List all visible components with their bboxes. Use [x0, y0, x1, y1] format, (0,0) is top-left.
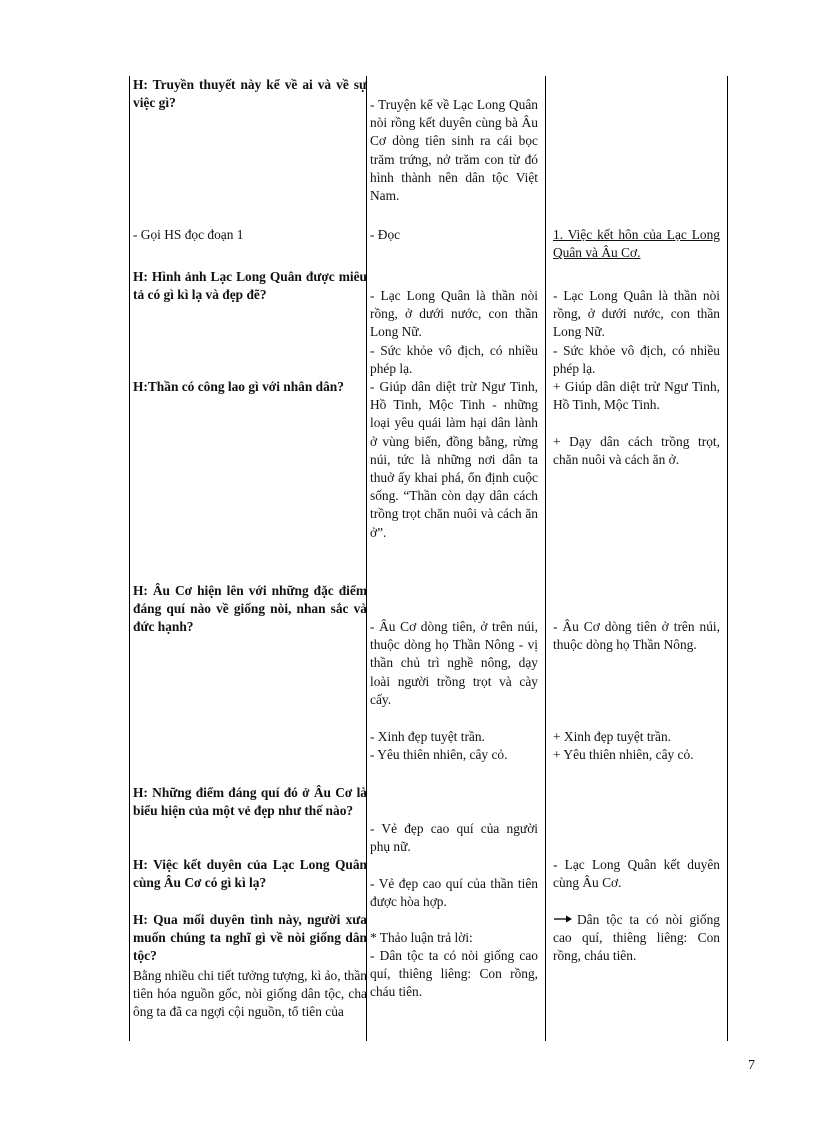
- note-merits: + Giúp dân diệt trừ Ngư Tinh, Hồ Tinh, Mộc Tinh.: [553, 379, 720, 413]
- answer-story: - Truyện kể về Lạc Long Quân nòi rồng kết duyên cùng bà Âu Cơ dòng tiên sinh ra cái bọc trăm trứng, nở trăm con từ đó hình thành nên dân tộc Việt Nam.: [370, 97, 538, 204]
- note-strength: - Sức khỏe vô địch, có nhiều phép lạ.: [553, 343, 720, 377]
- section-heading: 1. Việc kết hôn của Lạc Long Quân và Âu Cơ.: [553, 227, 720, 261]
- question-marriage: H: Việc kết duyên của Lạc Long Quân cùng Âu Cơ có gì kì lạ?: [133, 857, 367, 891]
- page-number: 7: [748, 1058, 755, 1073]
- answer-nature: - Yêu thiên nhiên, cây cỏ.: [370, 747, 508, 762]
- note-au-co: - Âu Cơ dòng tiên ở trên núi, thuộc dòng họ Thần Nông.: [553, 619, 720, 653]
- note-conclusion-text: Dân tộc ta có nòi giống cao quí, thiêng liêng: Con rồng, cháu tiên.: [553, 912, 720, 964]
- table-border-col1: [366, 76, 367, 1041]
- question-au-co: H: Âu Cơ hiện lên với những đặc điểm đáng quí nào về giống nòi, nhan sắc và đức hạnh?: [133, 583, 367, 635]
- question-merits: H:Thần có công lao gì với nhân dân?: [133, 379, 344, 394]
- question-story-about: H: Truyền thuyết này kể về ai và về sự việc gì?: [133, 77, 367, 111]
- answer-woman-beauty: - Vẻ đẹp cao quí của người phụ nữ.: [370, 821, 538, 855]
- arrow-right-icon: [553, 911, 573, 929]
- answer-merits: - Giúp dân diệt trừ Ngư Tinh, Hồ Tinh, Mộc Tinh - những loại yêu quái làm hại dân lành ở vùng biển, đồng bằng, rừng núi, tức là những nơi dân ta thuở ấy khai phá, ổn định cuộc sống. “Thần còn dạy dân cách trồng trọt chăn nuôi và cách ăn ở”.: [370, 379, 538, 540]
- question-beauty: H: Những điểm đáng quí đó ở Âu Cơ là biểu hiện của một vẻ đẹp như thế nào?: [133, 785, 367, 819]
- question-lac-long-quan: H: Hình ảnh Lạc Long Quân được miêu tả có gì kì lạ và đẹp đẽ?: [133, 269, 367, 303]
- answer-origin: - Dân tộc ta có nòi giống cao quí, thiêng liêng: Con rồng, cháu tiên.: [370, 948, 538, 1000]
- note-lac-long-quan: - Lạc Long Quân là thần nòi rồng, ở dưới nước, con thần Long Nữ.: [553, 288, 720, 340]
- answer-read: - Đọc: [370, 227, 401, 242]
- instruction-read: - Gọi HS đọc đoạn 1: [133, 227, 244, 242]
- table-border-left: [129, 76, 130, 1041]
- table-border-right: [727, 76, 728, 1041]
- answer-au-co: - Âu Cơ dòng tiên, ở trên núi, thuộc dòng họ Thần Nông - vị thần chủ trì nghề nông, dạy loài người trồng trọt và cày cấy.: [370, 619, 538, 707]
- discussion-label: * Thảo luận trả lời:: [370, 930, 473, 945]
- answer-harmony: - Vẻ đẹp cao quí của thần tiên được hòa hợp.: [370, 876, 538, 910]
- note-teaching: + Dạy dân cách trồng trọt, chăn nuôi và cách ăn ở.: [553, 434, 720, 468]
- summary-text: Bằng nhiều chi tiết tưởng tượng, kì ảo, thần tiên hóa nguồn gốc, nòi giống dân tộc, cha ông ta đã ca ngợi cội nguồn, tổ tiên của: [133, 968, 367, 1020]
- answer-beauty: - Xinh đẹp tuyệt trần.: [370, 729, 485, 744]
- answer-strength: - Sức khỏe vô địch, có nhiều phép lạ.: [370, 343, 538, 377]
- table-border-col2: [545, 76, 546, 1041]
- note-nature: + Yêu thiên nhiên, cây cỏ.: [553, 747, 694, 762]
- note-marriage: - Lạc Long Quân kết duyên cùng Âu Cơ.: [553, 857, 720, 891]
- question-origin: H: Qua mối duyên tình này, người xưa muốn chúng ta nghĩ gì về nòi giống dân tộc?: [133, 912, 367, 964]
- answer-lac-long-quan: - Lạc Long Quân là thần nòi rồng, ở dưới nước, con thần Long Nữ.: [370, 288, 538, 340]
- note-beauty: + Xinh đẹp tuyệt trần.: [553, 729, 671, 744]
- note-conclusion: [553, 911, 720, 966]
